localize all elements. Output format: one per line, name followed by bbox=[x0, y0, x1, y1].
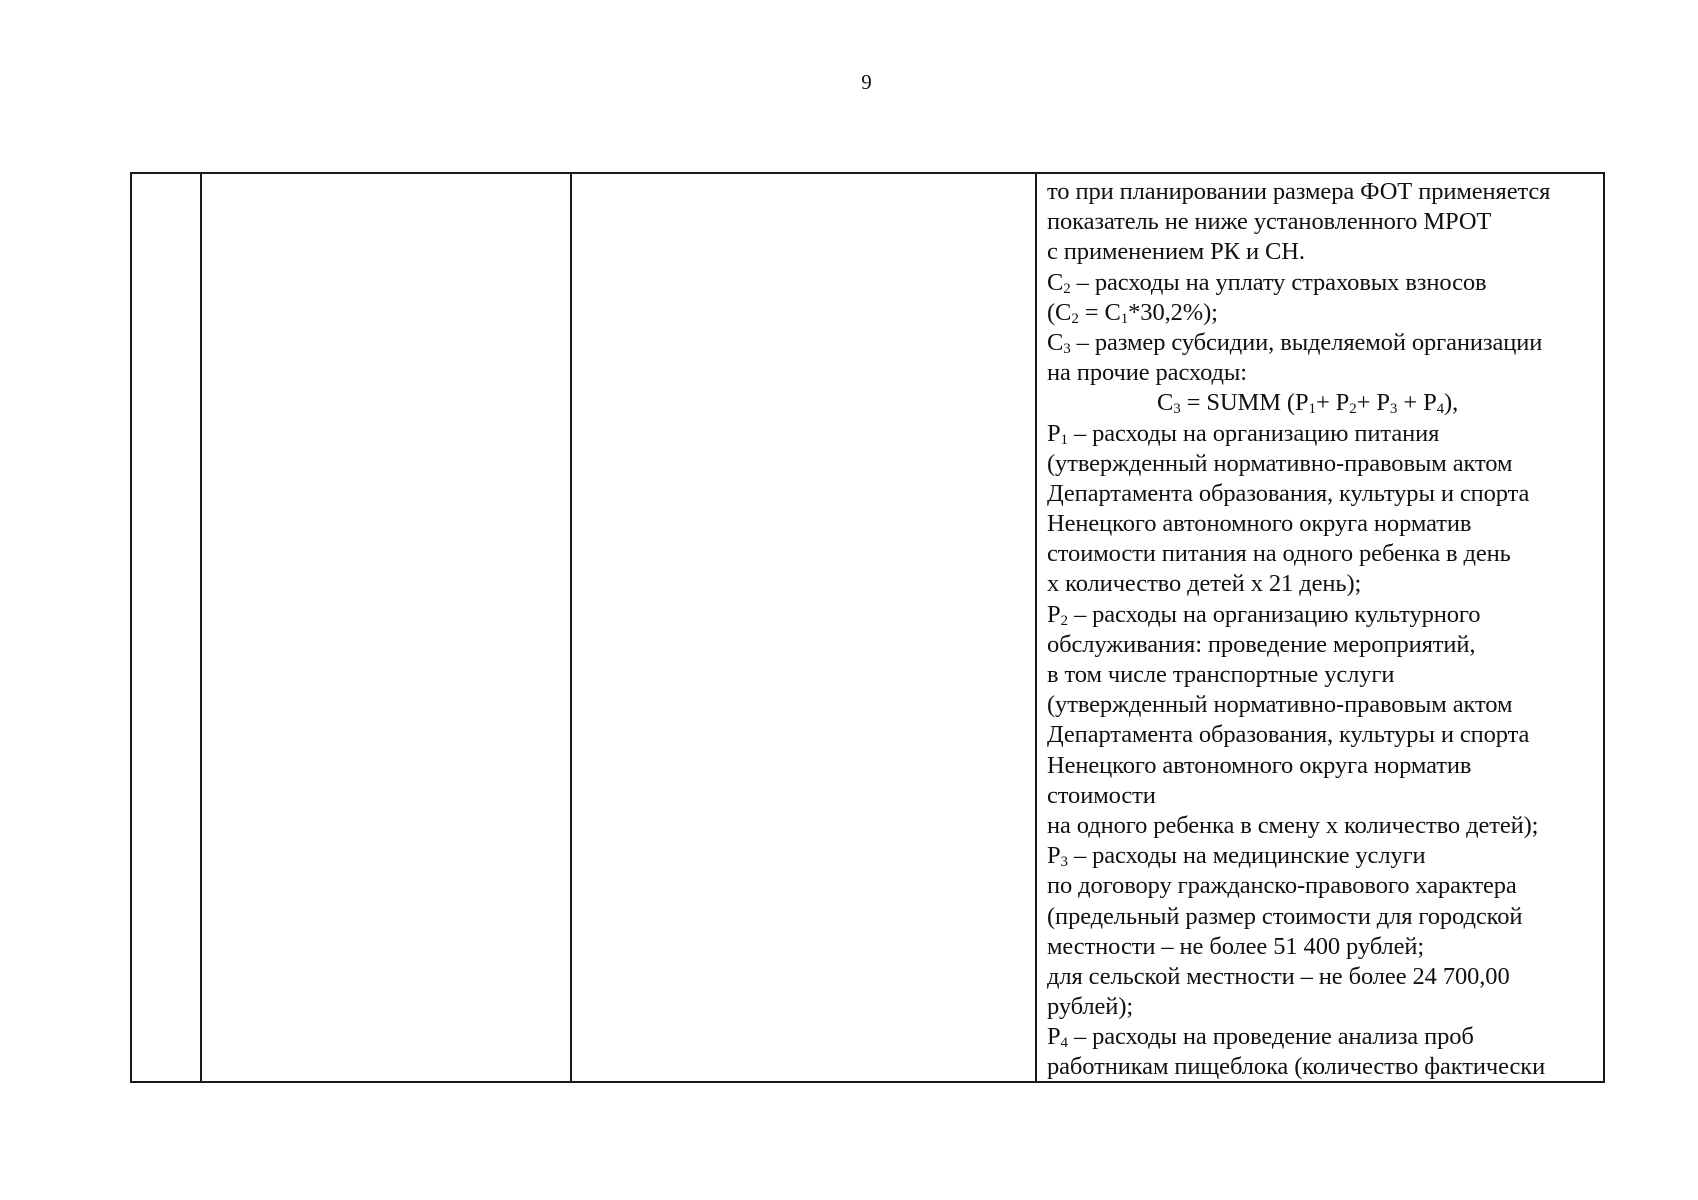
text-line bbox=[1047, 630, 1595, 660]
text-segment: Департамента образования, культуры и спорта bbox=[1047, 721, 1530, 749]
text-line bbox=[1047, 177, 1595, 207]
column-divider-1 bbox=[200, 174, 202, 1081]
text-line bbox=[1047, 781, 1595, 811]
text-line bbox=[1047, 207, 1595, 237]
text-segment: С bbox=[1157, 389, 1174, 417]
text-segment: в том числе транспортные услуги bbox=[1047, 661, 1395, 688]
text-segment: на прочие расходы: bbox=[1047, 359, 1247, 387]
text-line bbox=[1047, 449, 1595, 479]
text-line bbox=[1047, 268, 1595, 298]
text-line bbox=[1047, 841, 1595, 871]
text-segment: + Р bbox=[1356, 389, 1390, 417]
text-line bbox=[1047, 871, 1595, 901]
text-segment: (утвержденный нормативно-правовым актом bbox=[1047, 691, 1513, 719]
text-segment: – расходы на уплату страховых взносов bbox=[1070, 268, 1487, 296]
document-table bbox=[130, 172, 1605, 1083]
text-segment: – расходы на проведение анализа проб bbox=[1067, 1023, 1474, 1051]
text-segment: Ненецкого автономного округа норматив bbox=[1047, 751, 1472, 779]
text-segment: + Р bbox=[1315, 389, 1350, 417]
text-segment: стоимости bbox=[1047, 781, 1156, 809]
subscript: 3 bbox=[1173, 401, 1181, 418]
text-line bbox=[1047, 1052, 1595, 1082]
subscript: 3 bbox=[1060, 854, 1068, 871]
text-segment: = С bbox=[1078, 298, 1121, 326]
text-segment: по договору гражданско-правового характера bbox=[1047, 872, 1517, 900]
text-line bbox=[1047, 932, 1595, 962]
text-segment: обслуживания: проведение мероприятий, bbox=[1047, 630, 1476, 658]
subscript: 3 bbox=[1063, 340, 1071, 357]
text-line bbox=[1047, 419, 1595, 449]
text-segment: Р bbox=[1047, 842, 1061, 870]
subscript: 2 bbox=[1060, 612, 1068, 629]
text-segment: + Р bbox=[1397, 389, 1437, 417]
text-line bbox=[1047, 902, 1595, 932]
text-segment: с применением РК и СН. bbox=[1047, 238, 1305, 266]
table-cell-formula-description bbox=[1047, 177, 1595, 1083]
text-segment: (утвержденный нормативно-правовым актом bbox=[1047, 449, 1513, 477]
text-segment: Р bbox=[1047, 600, 1061, 628]
page-number: 9 bbox=[861, 70, 872, 94]
text-line bbox=[1047, 539, 1595, 569]
text-line bbox=[1047, 600, 1595, 630]
text-segment: (С bbox=[1047, 298, 1072, 326]
subscript: 2 bbox=[1349, 401, 1357, 418]
text-line bbox=[1047, 569, 1595, 599]
text-segment: для сельской местности – не более 24 700,00 bbox=[1047, 962, 1510, 990]
text-segment: = SUMM (Р bbox=[1180, 389, 1309, 417]
column-divider-2 bbox=[570, 174, 572, 1081]
subscript: 4 bbox=[1436, 401, 1445, 418]
text-segment: *30,2%); bbox=[1128, 298, 1218, 326]
text-segment: – размер субсидии, выделяемой организации bbox=[1070, 328, 1543, 356]
subscript: 4 bbox=[1060, 1035, 1068, 1052]
subscript: 1 bbox=[1120, 310, 1129, 327]
text-line bbox=[1047, 388, 1595, 418]
text-segment: х количество детей х 21 день); bbox=[1047, 570, 1362, 598]
text-segment: рублей); bbox=[1047, 993, 1134, 1021]
text-segment: местности – не более 51 400 рублей; bbox=[1047, 932, 1425, 960]
text-line bbox=[1047, 237, 1595, 267]
text-line bbox=[1047, 358, 1595, 388]
text-line bbox=[1047, 509, 1595, 539]
subscript: 1 bbox=[1060, 431, 1068, 448]
text-segment: Р bbox=[1047, 1023, 1061, 1051]
text-segment: – расходы на организацию культурного bbox=[1067, 600, 1481, 628]
text-segment: – расходы на организацию питания bbox=[1067, 419, 1440, 447]
text-line bbox=[1047, 660, 1595, 690]
text-line bbox=[1047, 479, 1595, 509]
text-segment: (предельный размер стоимости для городской bbox=[1047, 902, 1523, 930]
subscript: 3 bbox=[1389, 401, 1398, 418]
text-segment: ), bbox=[1444, 389, 1459, 417]
text-line bbox=[1047, 298, 1595, 328]
text-segment: Р bbox=[1047, 419, 1061, 447]
text-segment: на одного ребенка в смену х количество детей); bbox=[1047, 811, 1539, 839]
text-line bbox=[1047, 811, 1595, 841]
text-segment: С bbox=[1047, 268, 1064, 296]
subscript: 1 bbox=[1308, 401, 1316, 418]
text-line bbox=[1047, 1022, 1595, 1052]
text-segment: – расходы на медицинские услуги bbox=[1067, 842, 1426, 870]
column-divider-3 bbox=[1035, 174, 1037, 1081]
text-segment: стоимости питания на одного ребенка в день bbox=[1047, 540, 1511, 568]
text-segment: С bbox=[1047, 328, 1064, 356]
text-segment: показатель не ниже установленного МРОТ bbox=[1047, 208, 1492, 236]
text-segment: работникам пищеблока (количество фактически bbox=[1047, 1053, 1546, 1081]
text-line bbox=[1047, 720, 1595, 750]
text-segment: то при планировании размера ФОТ применяется bbox=[1047, 178, 1551, 205]
subscript: 2 bbox=[1071, 310, 1079, 327]
text-line bbox=[1047, 751, 1595, 781]
text-line bbox=[1047, 992, 1595, 1022]
text-line bbox=[1047, 690, 1595, 720]
text-segment: Ненецкого автономного округа норматив bbox=[1047, 510, 1472, 538]
text-line bbox=[1047, 962, 1595, 992]
text-segment: Департамента образования, культуры и спорта bbox=[1047, 479, 1530, 507]
text-line bbox=[1047, 328, 1595, 358]
subscript: 2 bbox=[1063, 280, 1071, 297]
